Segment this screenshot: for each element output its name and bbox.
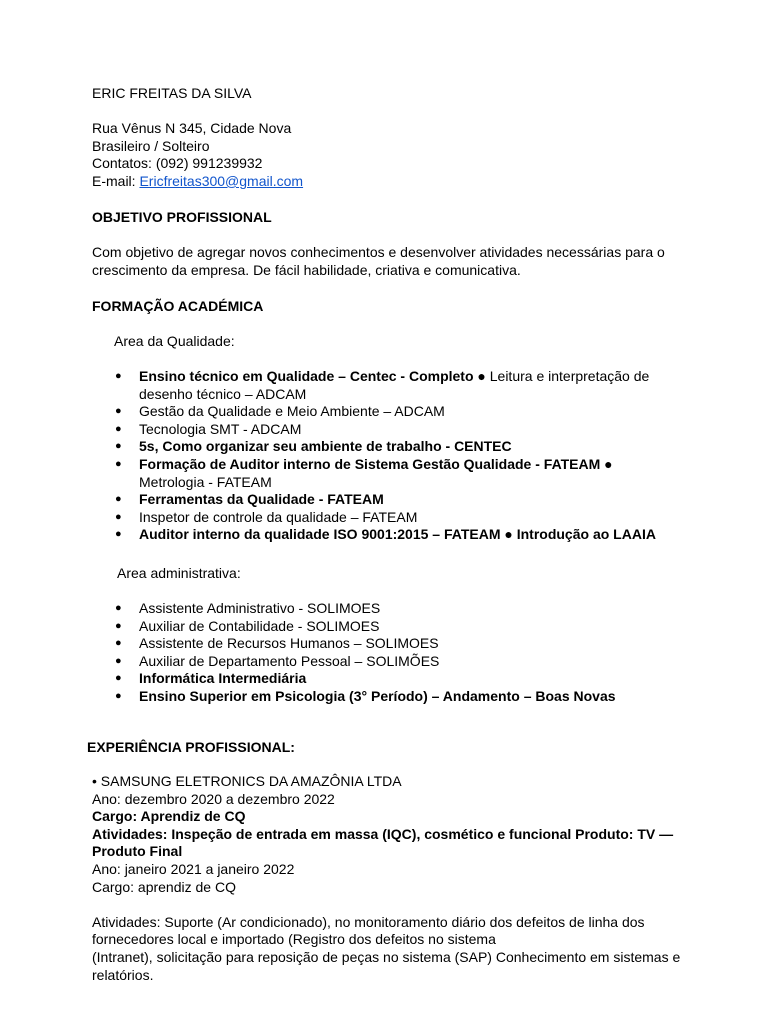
company-name: • SAMSUNG ELETRONICS DA AMAZÔNIA LTDA <box>92 773 402 789</box>
activities-2-line-1: Atividades: Suporte (Ar condicionado), no monitoramento diário dos defeitos de linha dos <box>92 913 645 930</box>
email-label: E-mail: <box>92 172 140 189</box>
email-link[interactable]: Ericfreitas300@gmail.com <box>139 172 304 189</box>
activities-2-line-4: relatórios. <box>92 966 154 983</box>
list-item: ● 5s, Como organizar seu ambiente de trabalho - CENTEC <box>92 438 656 456</box>
admin-list <box>92 600 616 706</box>
candidate-name: ERIC FREITAS DA SILVA <box>92 85 252 101</box>
activities-2-line-3: (Intranet), solicitação para reposição de peças no sistema (SAP) Conhecimento em sistemas e <box>92 948 681 965</box>
resume-header <box>92 85 303 191</box>
list-item: ● Auditor interno da qualidade ISO 9001:2015 – FATEAM ● Introdução ao LAAIA <box>92 526 656 544</box>
list-item: ● Auxiliar de Departamento Pessoal – SOLIMÕES <box>92 653 616 671</box>
experiencia-title: EXPERIÊNCIA PROFISSIONAL: <box>87 739 295 755</box>
qualidade-label: Area da Qualidade: <box>114 333 235 349</box>
qualidade-list <box>92 368 656 544</box>
role-2: Cargo: aprendiz de CQ <box>92 878 236 895</box>
nationality-status: Brasileiro / Solteiro <box>92 137 210 154</box>
activities-1-line-2: Produto Final <box>92 843 183 860</box>
list-item: ● Formação de Auditor interno de Sistema Gestão Qualidade - FATEAM ● Metrologia - FATEAM <box>92 456 656 491</box>
objetivo-line-2: crescimento da empresa. De fácil habilidade, criativa e comunicativa. <box>92 261 521 278</box>
address: Rua Vênus N 345, Cidade Nova <box>92 120 292 137</box>
admin-label: Area administrativa: <box>117 565 241 581</box>
list-item: ● Gestão da Qualidade e Meio Ambiente – ADCAM <box>92 403 656 421</box>
email-line <box>92 173 303 191</box>
list-item: ● Inspetor de controle da qualidade – FATEAM <box>92 509 656 527</box>
objetivo-title: OBJETIVO PROFISSIONAL <box>92 209 272 225</box>
role-1: Cargo: Aprendiz de CQ <box>92 808 246 825</box>
contacts: Contatos: (092) 991239932 <box>92 155 263 172</box>
activities-1-line-1: Atividades: Inspeção de entrada em massa (IQC), cosmético e funcional Produto: TV — <box>92 825 674 842</box>
list-item: ● Ensino Superior em Psicologia (3° Período) – Andamento – Boas Novas <box>92 688 616 706</box>
period-2: Ano: janeiro 2021 a janeiro 2022 <box>92 860 295 877</box>
list-item: ● Assistente de Recursos Humanos – SOLIMOES <box>92 635 616 653</box>
list-item: ● Tecnologia SMT - ADCAM <box>92 421 656 439</box>
list-item: ● Informática Intermediária <box>92 670 616 688</box>
experiencia-body <box>92 773 680 984</box>
list-item: ● Auxiliar de Contabilidade - SOLIMOES <box>92 618 616 636</box>
list-item: ● Ferramentas da Qualidade - FATEAM <box>92 491 656 509</box>
formacao-title: FORMAÇÃO ACADÉMICA <box>92 298 264 314</box>
objetivo-line-1: Com objetivo de agregar novos conhecimentos e desenvolver atividades necessárias para o <box>92 244 665 260</box>
activities-2-line-2: fornecedores local e importado (Registro dos defeitos no sistema <box>92 931 496 948</box>
list-item: ● Assistente Administrativo - SOLIMOES <box>92 600 616 618</box>
period-1: Ano: dezembro 2020 a dezembro 2022 <box>92 790 335 807</box>
objetivo-text <box>92 244 665 279</box>
list-item: ● Ensino técnico em Qualidade – Centec - Completo ● Leitura e interpretação de desenho técnico – ADCAM <box>92 368 656 403</box>
